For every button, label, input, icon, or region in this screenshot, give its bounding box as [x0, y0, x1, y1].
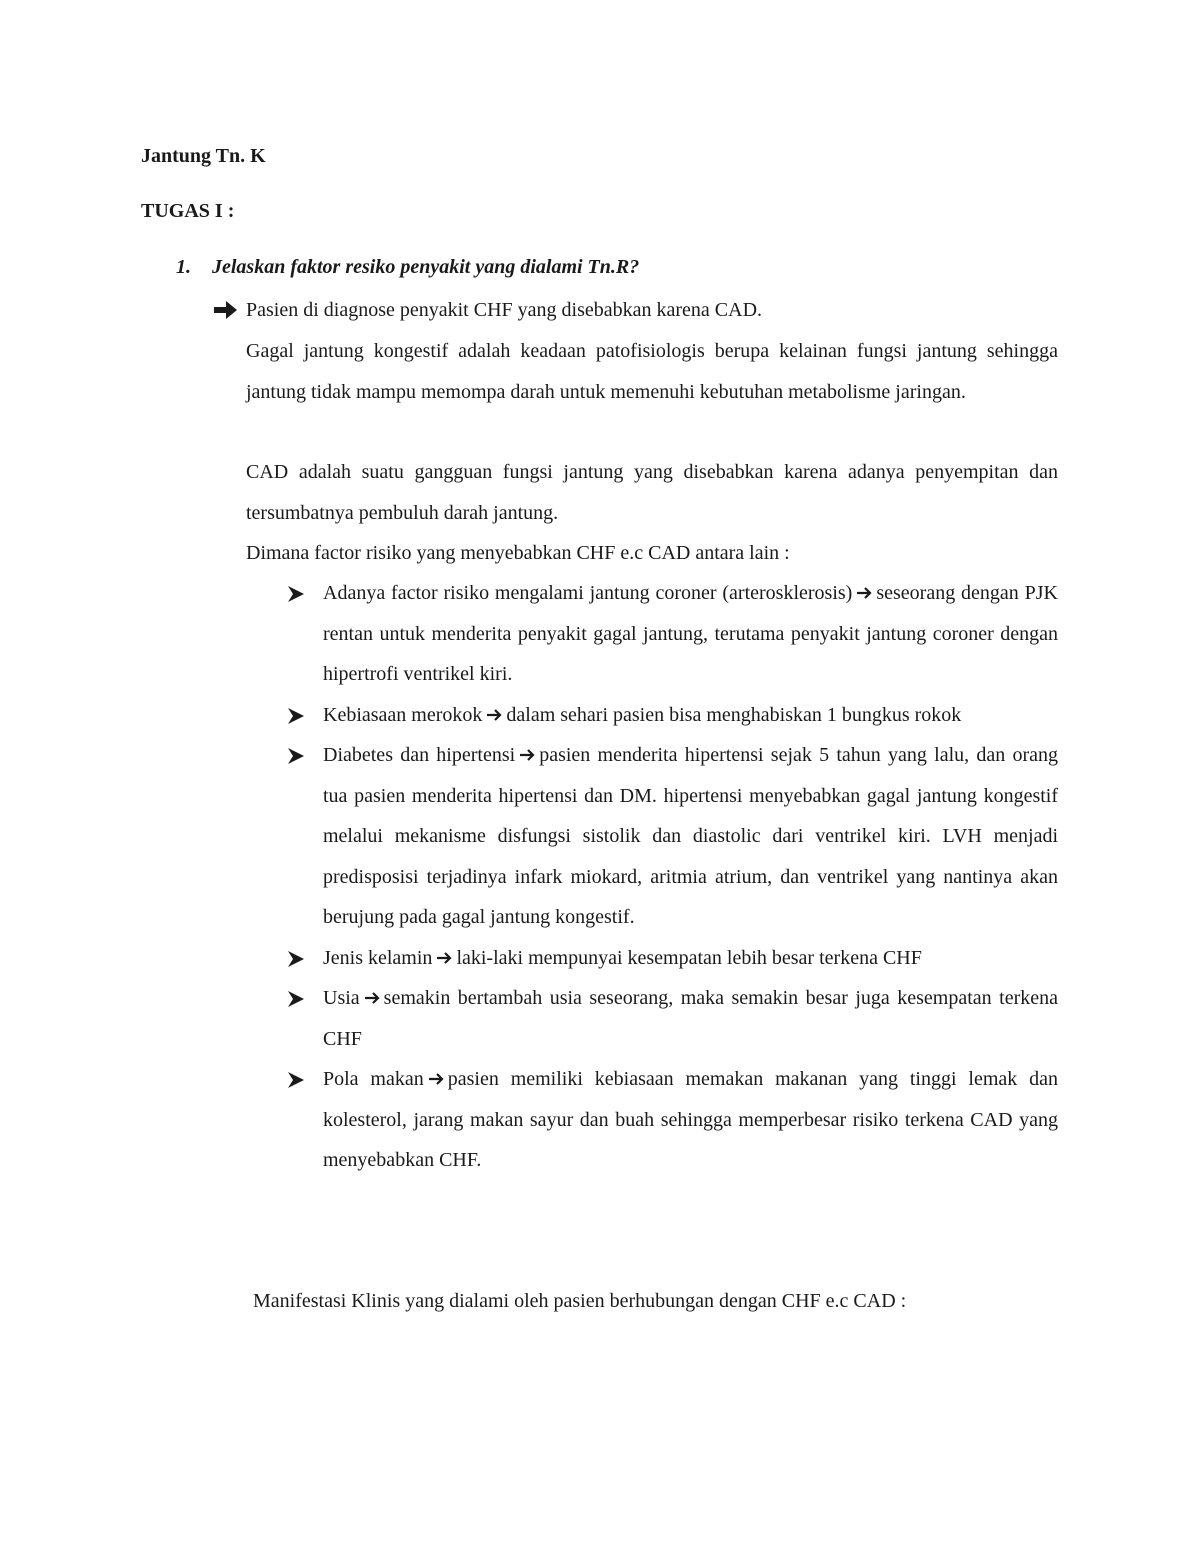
document-title: Jantung Tn. K	[141, 145, 266, 167]
risk-factor-label: Diabetes dan hipertensi	[323, 744, 516, 766]
paragraph-risk-intro: Dimana factor risiko yang menyebabkan CHF e.c CAD antara lain :	[246, 542, 790, 564]
task-heading: TUGAS I :	[141, 200, 235, 222]
list-item	[287, 573, 1058, 695]
closing-line: Manifestasi Klinis yang dialami oleh pasien berhubungan dengan CHF e.c CAD :	[253, 1290, 907, 1312]
risk-factor-label: Pola makan	[323, 1068, 424, 1090]
risk-factor-list	[287, 573, 1058, 1181]
list-item	[287, 938, 1058, 979]
risk-factor-detail: laki-laki mempunyai kesempatan lebih besar terkena CHF	[456, 946, 922, 969]
right-arrow-icon	[436, 951, 452, 965]
risk-factor-label: Jenis kelamin	[323, 946, 433, 969]
right-arrow-icon	[364, 991, 380, 1005]
question-text: Jelaskan faktor resiko penyakit yang dialami Tn.R?	[212, 256, 640, 278]
right-arrow-icon	[519, 748, 535, 762]
arrowhead-bullet-icon	[287, 585, 305, 603]
list-item	[287, 735, 1058, 938]
risk-factor-detail: pasien memiliki kebiasaan memakan makanan yang tinggi lemak dan kolesterol, jarang makan sayur dan buah sehingga memperbesar risiko terkena CAD yang menyebabkan CHF.	[323, 1068, 1058, 1171]
risk-factor-detail: pasien menderita hipertensi sejak 5 tahun yang lalu, dan orang tua pasien menderita hipertensi dan DM. hipertensi menyebabkan gagal jantung kongestif melalui mekanisme disfungsi sistolik dan diastolic dari ventrikel kiri. LVH menjadi predisposisi terjadinya infark miokard, aritmia atrium, dan ventrikel yang nantinya akan berujung pada gagal jantung kongestif.	[323, 744, 1059, 928]
list-item	[287, 978, 1058, 1059]
risk-factor-detail: seseorang dengan PJK rentan untuk menderita penyakit gagal jantung, terutama penyakit jantung coroner dengan hipertrofi ventrikel kiri.	[323, 582, 1058, 685]
list-item	[287, 1059, 1058, 1181]
arrowhead-bullet-icon	[287, 1071, 305, 1089]
arrowhead-bullet-icon	[287, 950, 305, 968]
risk-factor-label: Adanya factor risiko mengalami jantung coroner (arterosklerosis)	[323, 582, 853, 604]
right-arrow-icon	[486, 708, 502, 722]
bold-right-arrow-icon	[212, 290, 240, 330]
list-item	[287, 695, 1058, 736]
question-number: 1.	[176, 256, 191, 278]
paragraph-cad-definition: CAD adalah suatu gangguan fungsi jantung yang disebabkan karena adanya penyempitan dan tersumbatnya pembuluh darah jantung.	[246, 461, 1058, 524]
paragraph-chf-definition: Gagal jantung kongestif adalah keadaan patofisiologis berupa kelainan fungsi jantung sehingga jantung tidak mampu memompa darah untuk memenuhi kebutuhan metabolisme jaringan.	[246, 340, 1058, 403]
arrowhead-bullet-icon	[287, 747, 305, 765]
right-arrow-icon	[856, 586, 872, 600]
risk-factor-detail: semakin bertambah usia seseorang, maka semakin besar juga kesempatan terkena CHF	[323, 987, 1058, 1050]
risk-factor-detail: dalam sehari pasien bisa menghabiskan 1 bungkus rokok	[506, 703, 962, 726]
answer-intro: Pasien di diagnose penyakit CHF yang disebabkan karena CAD.	[246, 299, 763, 321]
risk-factor-label: Kebiasaan merokok	[323, 703, 483, 726]
risk-factor-label: Usia	[323, 987, 360, 1009]
right-arrow-icon	[428, 1072, 444, 1086]
arrowhead-bullet-icon	[287, 707, 305, 725]
arrowhead-bullet-icon	[287, 990, 305, 1008]
